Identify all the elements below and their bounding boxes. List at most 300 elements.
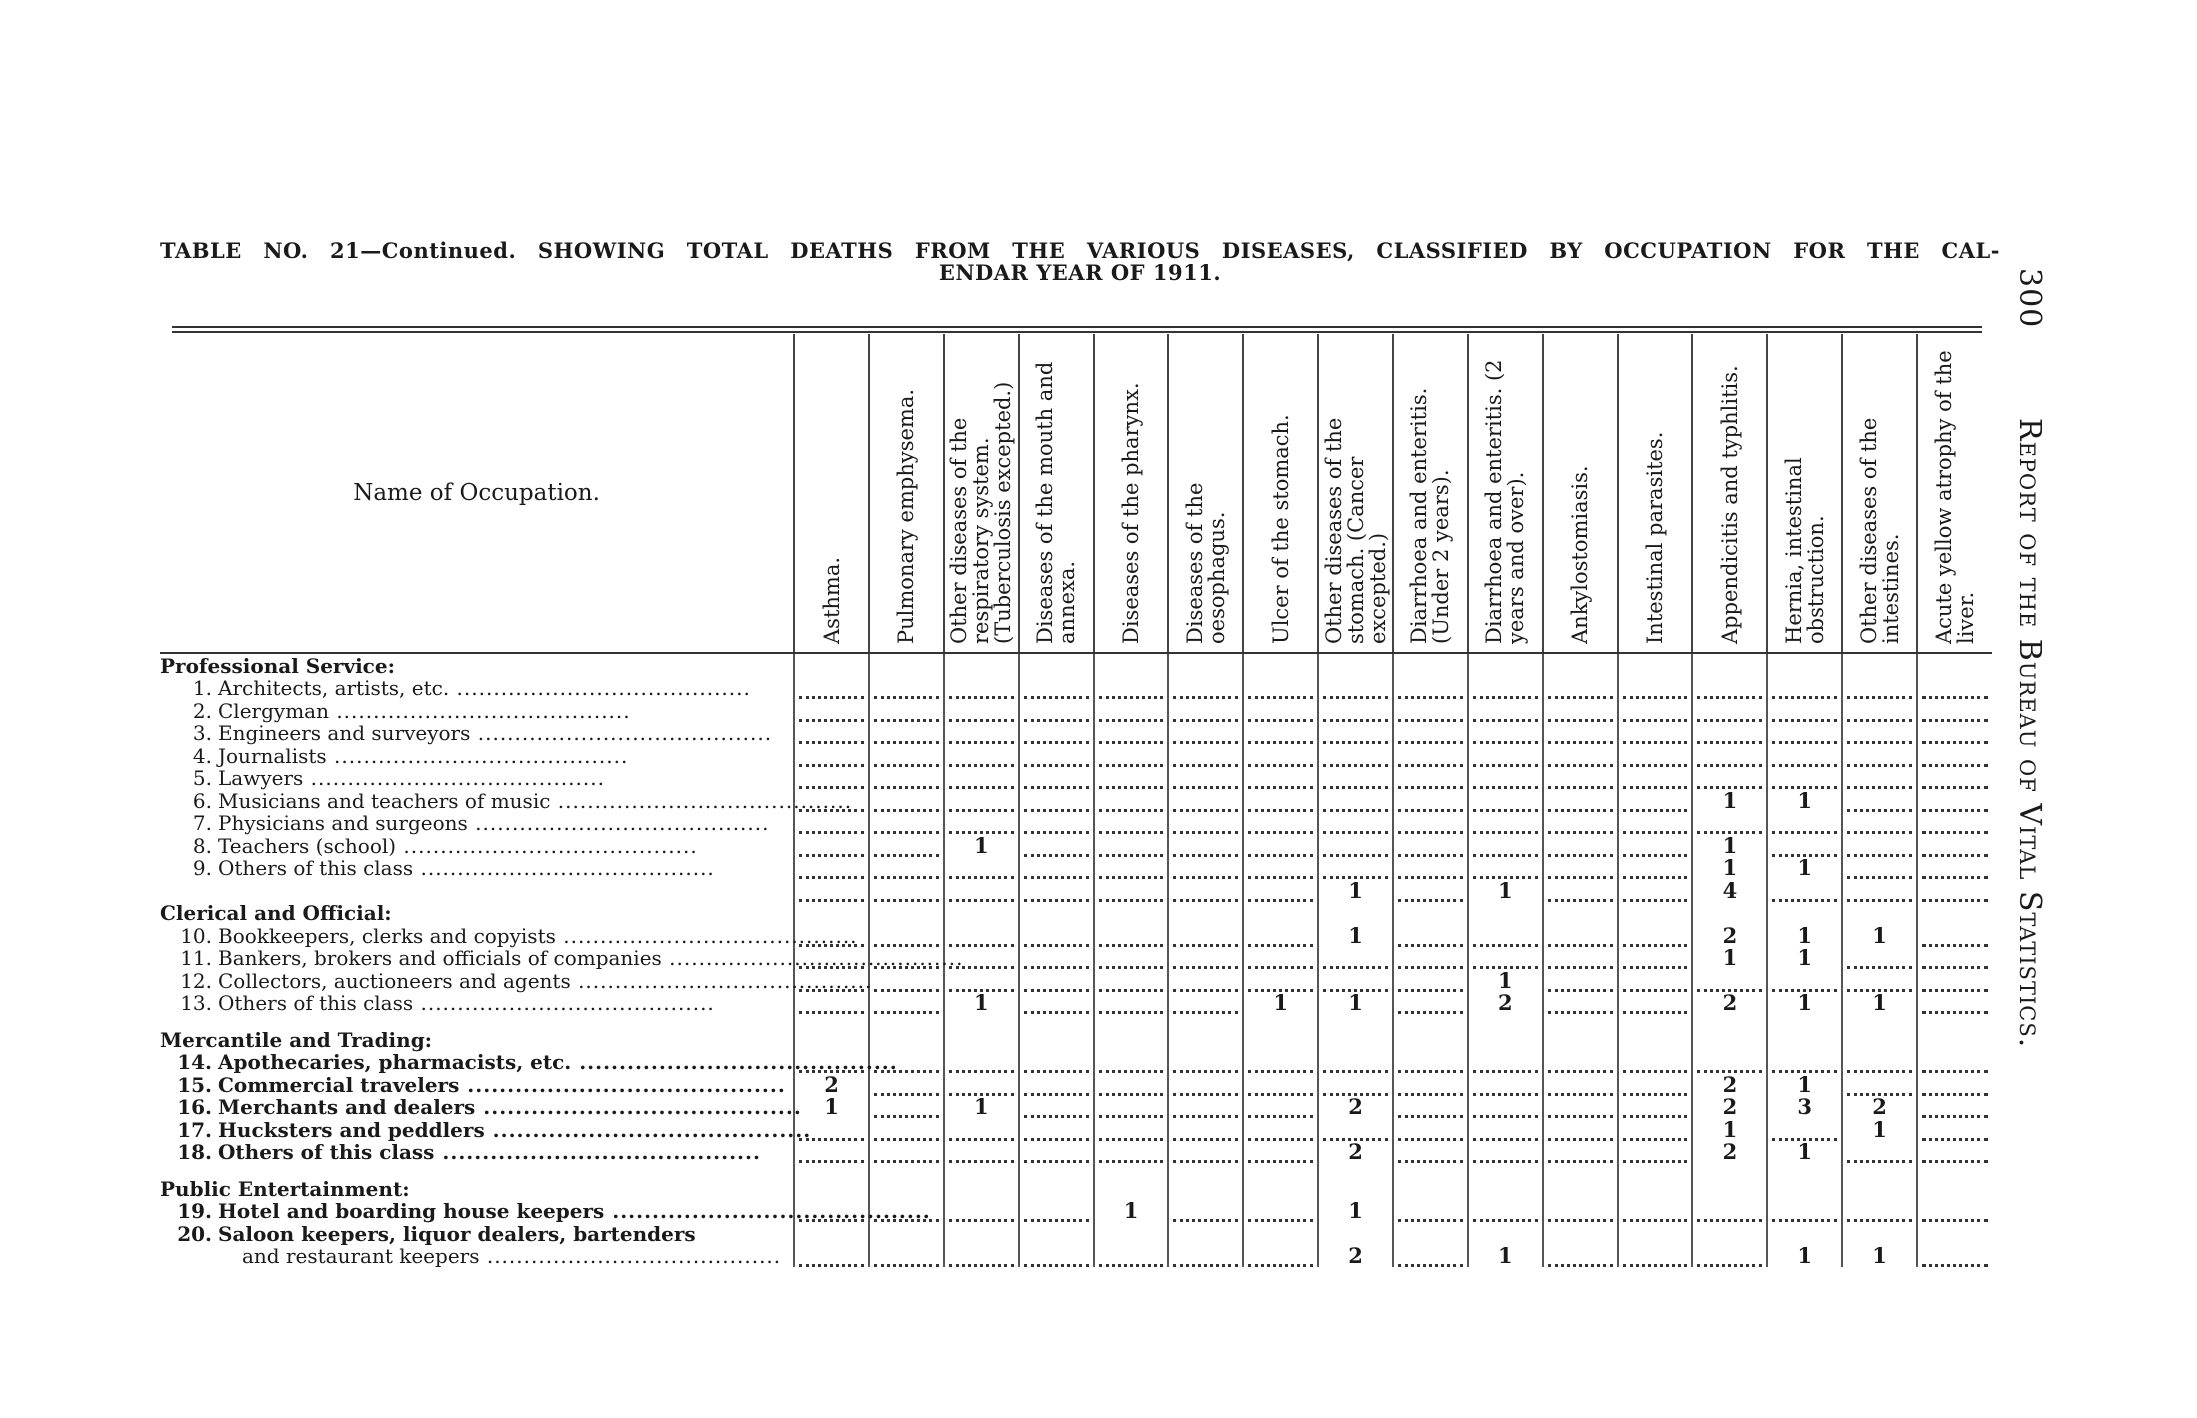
dot-leader [1398, 746, 1463, 767]
value-cell [1543, 677, 1618, 700]
value-cell [1917, 677, 1992, 700]
occupation-label: Lawyers [218, 766, 304, 790]
dot-leader [874, 746, 939, 767]
table-header-row [160, 334, 1992, 653]
dot-leader [1173, 993, 1238, 1014]
dot-leader [874, 813, 939, 834]
value-cell [944, 879, 1019, 902]
dot-leader [949, 746, 1014, 767]
empty-cell [1692, 1028, 1767, 1051]
value-cell [1393, 677, 1468, 700]
value-cell [1168, 947, 1243, 970]
page-title [160, 240, 2000, 284]
spacer-cell [944, 1014, 1019, 1028]
dot-leader [1398, 1201, 1463, 1222]
value-cell [1318, 812, 1393, 835]
death-count: 1 [1722, 945, 1738, 970]
column-header [1094, 334, 1169, 653]
dot-leader: ........................................ [326, 743, 629, 768]
dot-leader [1173, 948, 1238, 969]
value-cell [1618, 1245, 1693, 1268]
dot-leader: ........................................ [396, 833, 698, 858]
occupation-name [160, 1073, 794, 1096]
value-cell [1468, 1051, 1543, 1074]
value-cell [1468, 857, 1543, 880]
dot-leader [874, 993, 939, 1014]
value-cell [1618, 969, 1693, 992]
death-count: 2 [1722, 1139, 1738, 1164]
value-cell [1618, 699, 1693, 722]
dot-leader [1772, 1120, 1837, 1141]
dot-leader [1548, 723, 1613, 744]
value-cell [1094, 1200, 1169, 1223]
dot-leader [1548, 1142, 1613, 1163]
value-cell [944, 969, 1019, 992]
dot-leader [1623, 1120, 1688, 1141]
value-cell [1019, 924, 1094, 947]
value-cell [1468, 677, 1543, 700]
dot-leader [1623, 926, 1688, 947]
spacer-cell [1243, 1163, 1318, 1177]
value-cell [1917, 699, 1992, 722]
dot-leader [1099, 1246, 1164, 1267]
value-cell [1019, 767, 1094, 790]
row-number: 15. [177, 1072, 212, 1097]
table-row [160, 699, 1992, 722]
value-cell [1468, 947, 1543, 970]
dot-leader [1922, 1201, 1988, 1222]
dot-leader [1548, 813, 1613, 834]
dot-leader [1398, 1052, 1463, 1073]
value-cell [1618, 789, 1693, 812]
dot-leader [1173, 1142, 1238, 1163]
death-count: 1 [1348, 1198, 1363, 1223]
occupation-name [160, 677, 794, 700]
dot-leader [1248, 948, 1313, 969]
dot-leader [1922, 701, 1988, 722]
value-cell [1842, 1096, 1917, 1119]
dot-leader [1772, 813, 1837, 834]
empty-cell [944, 1028, 1019, 1051]
dot-leader [1473, 926, 1538, 947]
value-cell [1692, 924, 1767, 947]
value-cell [1917, 879, 1992, 902]
empty-cell [1168, 653, 1243, 677]
value-cell [1543, 1118, 1618, 1141]
dot-leader [1398, 836, 1463, 857]
dot-leader [1024, 926, 1089, 947]
spacer-cell [1094, 1163, 1169, 1177]
dot-leader [799, 678, 864, 699]
dot-leader [1024, 1142, 1089, 1163]
dot-leader [1548, 1120, 1613, 1141]
value-cell [1318, 857, 1393, 880]
death-count: 1 [1797, 990, 1813, 1015]
spacer-cell [944, 1163, 1019, 1177]
value-cell [1318, 924, 1393, 947]
dot-leader [1024, 1201, 1089, 1222]
value-cell [1543, 969, 1618, 992]
spacer-cell [1019, 1163, 1094, 1177]
value-cell [794, 677, 869, 700]
row-number: 10. [180, 923, 212, 948]
value-cell [1692, 1073, 1767, 1096]
occupation-name [160, 812, 794, 835]
value-cell [1767, 992, 1842, 1015]
value-cell [1243, 1141, 1318, 1164]
value-cell [794, 1245, 869, 1268]
dot-leader [1248, 723, 1313, 744]
column-header-label: Pulmonary emphysema. [894, 388, 919, 644]
spacer-cell [1168, 1014, 1243, 1028]
dot-leader [1548, 993, 1613, 1014]
dot-leader [1623, 1075, 1688, 1096]
value-cell [1393, 812, 1468, 835]
dot-leader [1548, 1246, 1613, 1267]
dot-leader [1922, 926, 1988, 947]
dot-leader [1473, 1097, 1538, 1118]
occupation-name [160, 744, 794, 767]
spacer-cell [1318, 1014, 1393, 1028]
death-count: 2 [1348, 1139, 1363, 1164]
value-cell [1543, 924, 1618, 947]
table-row [160, 1073, 1992, 1096]
dot-leader [1623, 701, 1688, 722]
value-cell [1543, 722, 1618, 745]
dot-leader [1099, 1052, 1164, 1073]
value-cell [1618, 834, 1693, 857]
dot-leader: ........................................ [570, 968, 873, 993]
value-cell [1094, 1245, 1169, 1268]
death-count: 2 [1722, 922, 1738, 948]
dot-leader [1772, 678, 1837, 699]
dot-leader [1473, 948, 1538, 969]
column-header-label: Other diseases of the intestines. [1856, 417, 1903, 644]
value-cell [944, 1245, 1019, 1268]
dot-leader: ........................................ [413, 991, 715, 1015]
dot-leader [874, 791, 939, 812]
occupation-name [160, 834, 794, 857]
value-cell [1468, 1245, 1543, 1268]
dot-leader [799, 813, 864, 834]
value-cell [1543, 699, 1618, 722]
death-count: 1 [1797, 787, 1813, 813]
column-header-label: Diseases of the oesophagus. [1182, 482, 1229, 644]
value-cell [1842, 969, 1917, 992]
table-row [160, 924, 1992, 947]
dot-leader [874, 723, 939, 744]
value-cell [1094, 1096, 1169, 1119]
dot-leader [1922, 1097, 1988, 1118]
value-cell [1393, 1200, 1468, 1223]
empty-cell [1767, 653, 1842, 677]
row-number: 14. [177, 1050, 212, 1074]
value-cell [944, 1141, 1019, 1164]
value-cell [1692, 1222, 1767, 1245]
value-cell [1318, 1141, 1393, 1164]
value-cell [1094, 677, 1169, 700]
value-cell [794, 1222, 869, 1245]
empty-cell [1618, 1028, 1693, 1051]
dot-leader [1697, 701, 1762, 722]
dot-leader [949, 926, 1014, 947]
occupation-label: Musicians and teachers of music [218, 788, 551, 813]
dot-leader [1398, 791, 1463, 812]
dot-leader [799, 1246, 864, 1267]
dot-leader [1548, 836, 1613, 857]
empty-cell [1168, 1028, 1243, 1051]
value-cell [944, 1222, 1019, 1245]
dot-leader [1548, 746, 1613, 767]
dot-leader [1922, 1052, 1988, 1073]
occupation-name [160, 857, 794, 880]
value-cell [1917, 1141, 1992, 1164]
value-cell [1168, 789, 1243, 812]
death-count: 1 [1722, 787, 1738, 813]
value-cell [1318, 677, 1393, 700]
spacer-row [160, 1163, 1992, 1177]
empty-cell [1543, 902, 1618, 925]
dot-leader [874, 1075, 939, 1096]
value-cell [1917, 812, 1992, 835]
dot-leader [1922, 1075, 1988, 1096]
dot-leader [1473, 813, 1538, 834]
value-cell [1842, 1200, 1917, 1223]
dot-leader [1024, 1097, 1089, 1118]
value-cell [1692, 722, 1767, 745]
dot-leader [1623, 1052, 1688, 1073]
dot-leader [1847, 948, 1912, 969]
value-cell [1393, 879, 1468, 902]
value-cell [1094, 1118, 1169, 1141]
dot-leader [1248, 836, 1313, 857]
dot-leader [1323, 836, 1388, 857]
dot-leader [1099, 858, 1164, 879]
value-cell [869, 1245, 944, 1268]
value-cell [1393, 767, 1468, 790]
value-cell [794, 1073, 869, 1096]
page-number: 300 [2012, 268, 2047, 329]
column-header-label: Intestinal parasites. [1643, 431, 1668, 644]
value-cell [1094, 812, 1169, 835]
value-cell [1019, 1096, 1094, 1119]
empty-cell [1094, 1177, 1169, 1200]
row-number: 16. [177, 1095, 212, 1119]
value-cell [1094, 1051, 1169, 1074]
occupation-label: Hucksters and peddlers [218, 1117, 485, 1142]
value-cell [1468, 1118, 1543, 1141]
dot-leader: ........................................ [475, 1095, 802, 1119]
value-cell [1767, 789, 1842, 812]
empty-cell [869, 1028, 944, 1051]
occupation-label: Journalists [218, 743, 327, 768]
column-header [1692, 334, 1767, 653]
death-count: 1 [1797, 1243, 1813, 1268]
death-count: 2 [824, 1071, 839, 1097]
row-number: 18. [177, 1140, 212, 1164]
dot-leader [1922, 791, 1988, 812]
value-cell [1019, 1245, 1094, 1268]
value-cell [794, 857, 869, 880]
dot-leader [1248, 813, 1313, 834]
dot-leader [1473, 678, 1538, 699]
occupation-label: Bankers, brokers and officials of companies [218, 946, 662, 970]
value-cell [1842, 744, 1917, 767]
dot-leader: ........................................ [328, 698, 631, 723]
value-cell [1393, 834, 1468, 857]
row-number: 19. [177, 1199, 212, 1223]
empty-cell [1168, 1177, 1243, 1200]
dot-leader [1847, 1142, 1912, 1163]
dot-leader [1248, 1246, 1313, 1267]
dot-leader [1099, 881, 1164, 902]
dot-leader: ........................................ [555, 923, 858, 948]
spacer-cell [1618, 1163, 1693, 1177]
dot-leader [1024, 881, 1089, 902]
dot-leader: ........................................ [303, 766, 605, 790]
column-header [1393, 334, 1468, 653]
value-cell [1243, 879, 1318, 902]
value-cell [1692, 947, 1767, 970]
dot-leader [1398, 768, 1463, 789]
empty-cell [1318, 653, 1393, 677]
spacer-cell [1094, 1014, 1169, 1028]
dot-leader [1548, 1201, 1613, 1222]
section-heading: Mercantile and Trading: [160, 1027, 433, 1052]
empty-cell [794, 902, 869, 925]
value-cell [1468, 789, 1543, 812]
dot-leader [874, 881, 939, 902]
running-header [1995, 268, 2055, 1418]
empty-cell [1842, 902, 1917, 925]
section-heading: Professional Service: [160, 653, 395, 678]
dot-leader [1248, 1052, 1313, 1073]
empty-cell [869, 902, 944, 925]
spacer-cell [869, 1163, 944, 1177]
value-cell [1318, 1073, 1393, 1096]
dot-leader [1697, 723, 1762, 744]
spacer-cell [160, 1163, 794, 1177]
dot-leader [1548, 701, 1613, 722]
value-cell [1393, 992, 1468, 1015]
value-cell [1393, 699, 1468, 722]
dot-leader [1323, 791, 1388, 812]
death-count: 2 [1722, 1071, 1738, 1097]
dot-leader [1024, 836, 1089, 857]
dot-leader [1248, 971, 1313, 992]
value-cell [1094, 947, 1169, 970]
value-cell [794, 879, 869, 902]
occupation-label: Merchants and dealers [218, 1095, 476, 1119]
dot-leader: ........................................ [661, 946, 964, 970]
dot-leader [1173, 926, 1238, 947]
value-cell [1468, 1073, 1543, 1096]
empty-cell [1468, 1177, 1543, 1200]
value-cell [1318, 1200, 1393, 1223]
death-count: 1 [1797, 855, 1813, 880]
dot-leader [1024, 971, 1089, 992]
empty-cell [1692, 653, 1767, 677]
value-cell [1243, 1118, 1318, 1141]
dot-leader [1398, 1097, 1463, 1118]
occupation-name [160, 879, 794, 902]
dot-leader [1398, 971, 1463, 992]
value-cell [1243, 834, 1318, 857]
dot-leader [1323, 971, 1388, 992]
value-cell [1468, 722, 1543, 745]
value-cell [1767, 699, 1842, 722]
empty-cell [1618, 653, 1693, 677]
value-cell [1692, 857, 1767, 880]
value-cell [869, 767, 944, 790]
value-cell [1094, 992, 1169, 1015]
dot-leader [874, 836, 939, 857]
spacer-cell [794, 1014, 869, 1028]
empty-cell [869, 653, 944, 677]
dot-leader [1099, 926, 1164, 947]
value-cell [1168, 722, 1243, 745]
value-cell [1618, 1118, 1693, 1141]
dot-leader [1548, 768, 1613, 789]
spacer-row [160, 1014, 1992, 1028]
dot-leader [949, 858, 1014, 879]
table-row [160, 722, 1992, 745]
column-header [1842, 334, 1917, 653]
section-row [160, 1177, 1992, 1200]
dot-leader [1623, 1246, 1688, 1267]
occupation-label: Apothecaries, pharmacists, etc. [218, 1050, 572, 1074]
death-count: 1 [1497, 1243, 1513, 1268]
empty-cell [1618, 902, 1693, 925]
dot-leader [1173, 1052, 1238, 1073]
value-cell [944, 1051, 1019, 1074]
value-cell [1168, 969, 1243, 992]
dot-leader [799, 993, 864, 1014]
dot-leader [1922, 1142, 1988, 1163]
value-cell [1243, 1200, 1318, 1223]
dot-leader [1323, 746, 1388, 767]
column-header [1318, 334, 1393, 653]
value-cell [1318, 744, 1393, 767]
dot-leader: ........................................ [449, 676, 751, 700]
empty-cell [1767, 902, 1842, 925]
value-cell [1094, 699, 1169, 722]
death-count: 1 [824, 1094, 839, 1119]
value-cell [1692, 1141, 1767, 1164]
table-row [160, 857, 1992, 880]
occupation-label: Clergyman [218, 698, 329, 723]
death-count: 2 [1872, 1094, 1887, 1119]
dot-leader [1697, 1246, 1762, 1267]
table-row [160, 744, 1992, 767]
dot-leader [1847, 1075, 1912, 1096]
dot-leader [874, 1120, 939, 1141]
value-cell [1692, 834, 1767, 857]
dot-leader [1173, 746, 1238, 767]
column-header-label: Hernia, intestinal obstruction. [1781, 457, 1828, 644]
value-cell [1842, 1051, 1917, 1074]
dot-leader [1398, 993, 1463, 1014]
value-cell [1243, 767, 1318, 790]
section-row [160, 653, 1992, 677]
section-heading: Public Entertainment: [160, 1176, 410, 1201]
value-cell [944, 1118, 1019, 1141]
occupation-label: Bookkeepers, clerks and copyists [218, 923, 556, 948]
value-cell [794, 699, 869, 722]
value-cell [1767, 1051, 1842, 1074]
value-cell [1393, 1141, 1468, 1164]
value-cell [1692, 1051, 1767, 1074]
